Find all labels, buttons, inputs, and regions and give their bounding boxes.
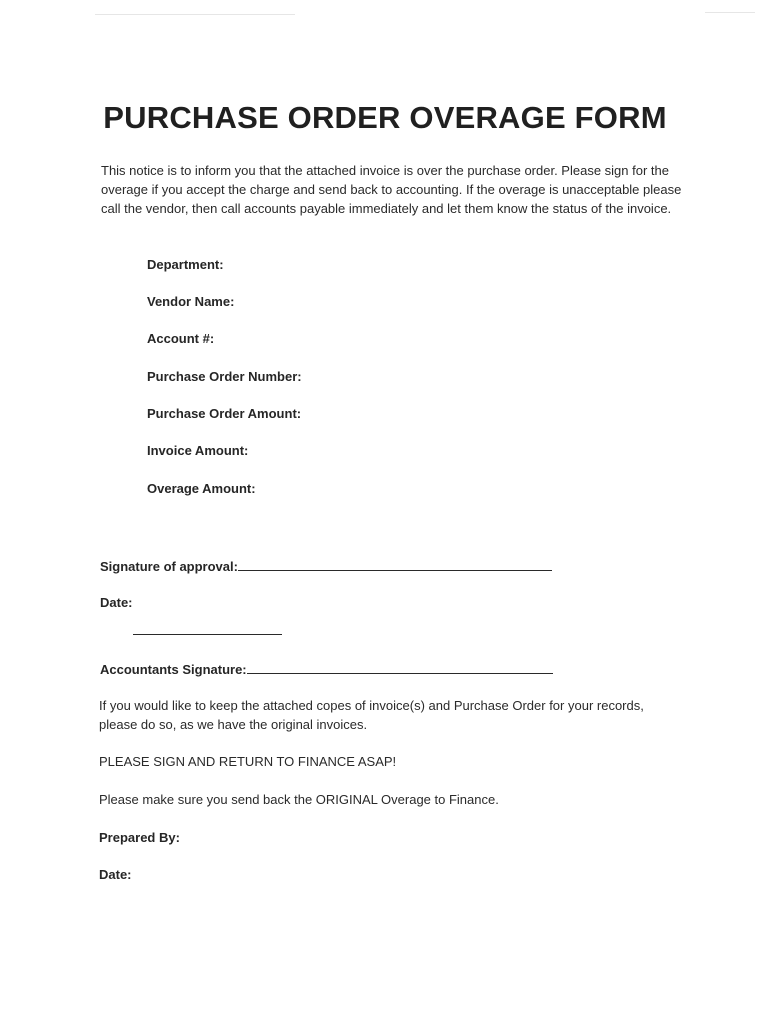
accountant-signature-line[interactable] [247,661,553,674]
approval-date-line[interactable] [133,634,282,635]
prepared-by-label: Prepared By: [99,830,180,845]
approval-signature-label: Signature of approval: [100,559,238,574]
overage-amount-label: Overage Amount: [147,481,256,496]
vendor-name-label: Vendor Name: [147,294,235,309]
footer-date-label: Date: [99,867,132,882]
form-title: PURCHASE ORDER OVERAGE FORM [103,100,667,135]
scan-artifact [705,12,755,13]
scan-artifact [95,14,295,15]
return-notice: PLEASE SIGN AND RETURN TO FINANCE ASAP! [99,754,397,769]
department-label: Department: [147,257,224,272]
po-amount-label: Purchase Order Amount: [147,406,302,421]
po-number-label: Purchase Order Number: [147,369,302,384]
accountant-signature-label: Accountants Signature: [100,662,247,677]
approval-signature-line[interactable] [238,558,552,571]
approval-signature-row [100,558,552,574]
notice-paragraph: This notice is to inform you that the attached invoice is over the purchase order. Please sign for the overage if you accept the charge and send back to accounting. If the overage is unacceptable please call the vendor, then call accounts payable immediately and let them know the status of the invoice. [101,163,682,216]
original-notice: Please make sure you send back the ORIGINAL Overage to Finance. [99,792,499,807]
invoice-amount-label: Invoice Amount: [147,443,249,458]
account-number-label: Account #: [147,331,215,346]
keep-copies-paragraph: If you would like to keep the attached copes of invoice(s) and Purchase Order for your records, please do so, as we have the original invoices. [99,698,644,732]
accountant-signature-row [100,661,553,677]
approval-date-label: Date: [100,595,133,610]
